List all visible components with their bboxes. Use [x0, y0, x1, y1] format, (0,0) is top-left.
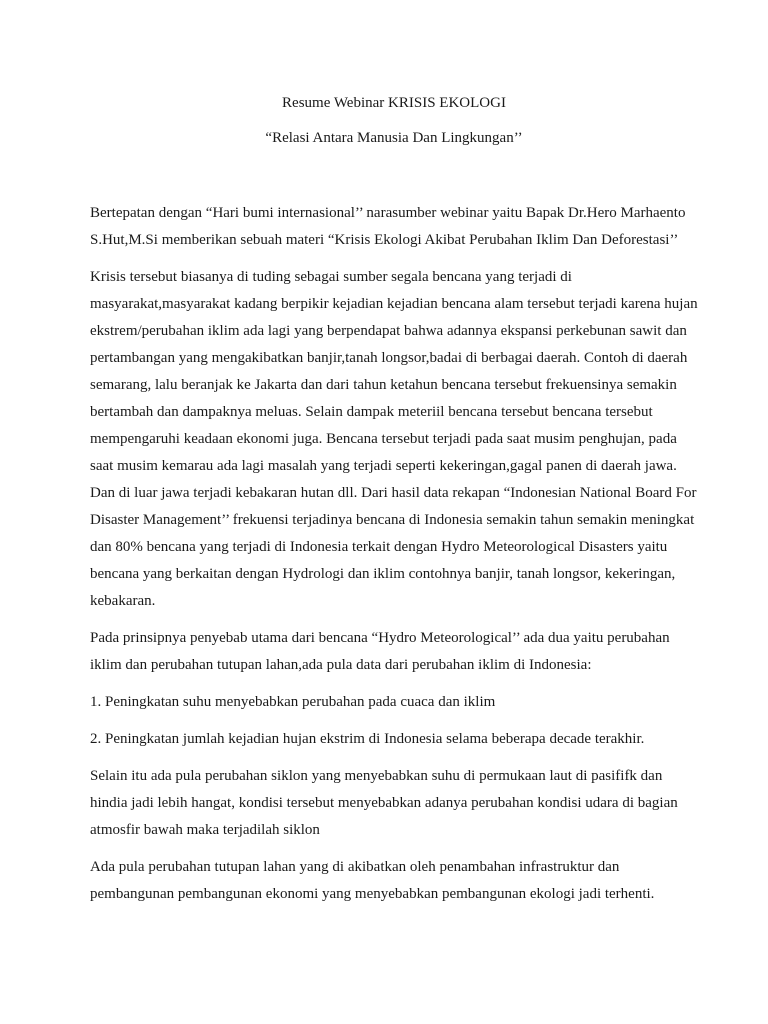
document-subtitle: “Relasi Antara Manusia Dan Lingkungan’’ [265, 130, 523, 146]
document-title: Resume Webinar KRISIS EKOLOGI [282, 95, 506, 111]
paragraph-intro: Bertepatan dengan “Hari bumi internasional’’ narasumber webinar yaitu Bapak Dr.Hero Marhaento S.Hut,M.Si memberikan sebuah materi “Krisis Ekologi Akibat Perubahan Iklim Dan Deforestasi’’ [90, 205, 686, 248]
paragraph-land-cover: Ada pula perubahan tutupan lahan yang di akibatkan oleh penambahan infrastruktur dan pembangunan pembangunan ekonomi yang menyebabkan pembangunan ekologi jadi terhenti. [90, 859, 655, 902]
paragraph-causes: Pada prinsipnya penyebab utama dari bencana “Hydro Meteorological’’ ada dua yaitu perubahan iklim dan perubahan tutupan lahan,ada pula data dari perubahan iklim di Indonesia: [90, 630, 670, 673]
paragraph-cyclone: Selain itu ada pula perubahan siklon yang menyebabkan suhu di permukaan laut di pasififk dan hindia jadi lebih hangat, kondisi tersebut menyebabkan adanya perubahan kondisi udara di bagian atmosfir bawah maka terjadilah siklon [90, 768, 678, 838]
paragraph-crisis: Krisis tersebut biasanya di tuding sebagai sumber segala bencana yang terjadi di masyarakat,masyarakat kadang berpikir kejadian kejadian bencana alam tersebut terjadi karena hujan ekstrem/perubahan iklim ada lagi yang berpendapat bahwa adannya ekspansi perkebunan sawit dan pertambangan yang mengakibatkan banjir,tanah longsor,badai di berbagai daerah. Contoh di daerah semarang, lalu beranjak ke Jakarta dan dari tahun ketahun bencana tersebut frekuensinya semakin bertambah dan dampaknya meluas. Selain dampak meteriil bencana tersebut bencana tersebut mempengaruhi keadaan ekonomi juga. Bencana tersebut terjadi pada saat musim penghujan, pada saat musim kemarau ada lagi masalah yang terjadi seperti kekeringan,gagal panen di daerah jawa. Dan di luar jawa terjadi kebakaran hutan dll. Dari hasil data rekapan “Indonesian National Board For Disaster Management’’ frekuensi terjadinya bencana di Indonesia semakin tahun semakin meningkat dan 80% bencana yang terjadi di Indonesia terkait dengan Hydro Meteorological Disasters yaitu bencana yang berkaitan dengan Hydrologi dan iklim contohnya banjir, tanah longsor, kekeringan, kebakaran. [90, 269, 698, 609]
list-item-2: 2. Peningkatan jumlah kejadian hujan ekstrim di Indonesia selama beberapa decade terakhir. [90, 731, 645, 747]
list-item-1: 1. Peningkatan suhu menyebabkan perubahan pada cuaca dan iklim [90, 694, 496, 710]
